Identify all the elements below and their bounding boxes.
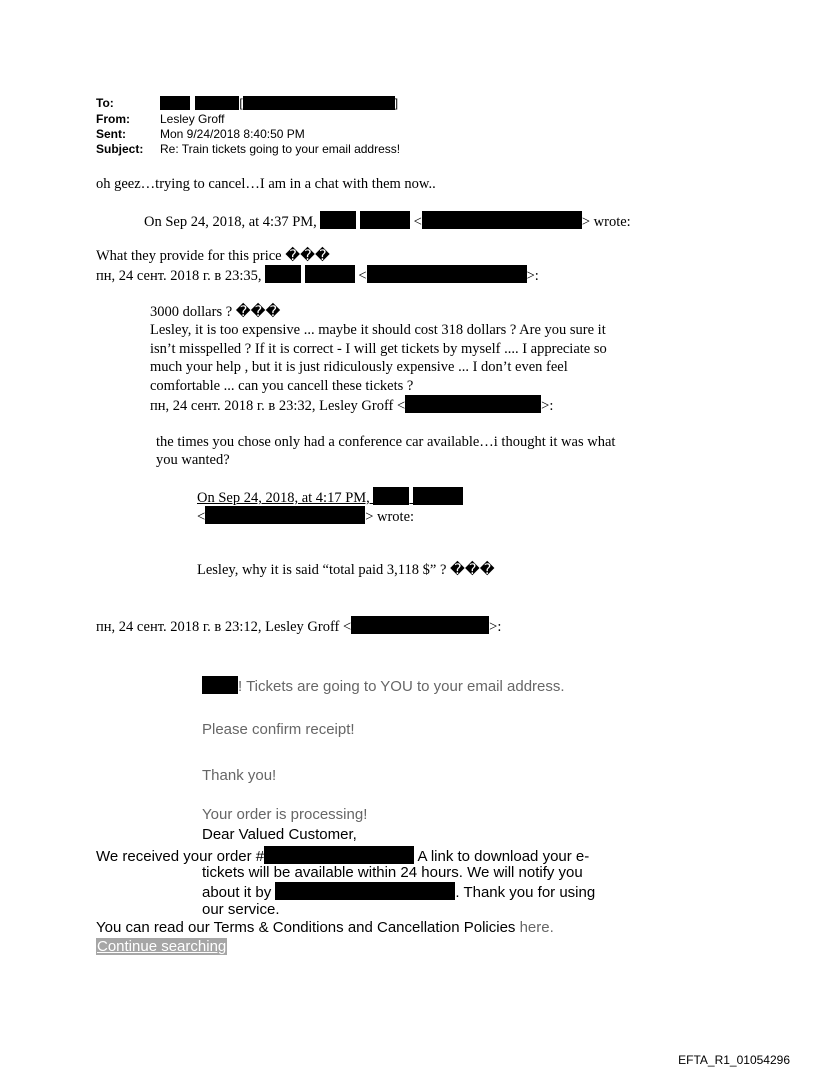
redacted-block — [195, 96, 239, 110]
quote-header-2 — [197, 487, 463, 507]
terms-here-link[interactable]: here — [519, 919, 550, 936]
order-processing: Your order is processing! — [202, 806, 368, 823]
terms-prefix: You can read our Terms & Conditions and Cancellation Policies — [96, 919, 520, 936]
redacted-block — [422, 211, 582, 229]
redacted-block — [320, 211, 356, 229]
redacted-block — [265, 265, 301, 283]
redacted-block — [305, 265, 355, 283]
redacted-block — [160, 96, 190, 110]
quote-header-1 — [144, 211, 631, 231]
redacted-block — [202, 676, 238, 694]
quote1-suffix: > wrote: — [581, 214, 631, 230]
about-prefix: about it by — [202, 884, 272, 901]
ru-line-3 — [96, 616, 501, 636]
from-value: Lesley Groff — [160, 112, 225, 126]
from-label: From: — [96, 112, 130, 126]
document-id: EFTA_R1_01054296 — [678, 1053, 790, 1067]
body-line-price: What they provide for this price ��� — [96, 248, 330, 264]
to-bracket-open: [ — [239, 96, 243, 110]
redacted-block — [413, 487, 463, 505]
quote1-prefix: On Sep 24, 2018, at 4:37 PM, — [144, 214, 317, 230]
continue-searching-link[interactable]: Continue searching — [97, 938, 227, 955]
quote2-lt: < — [197, 509, 206, 525]
total-paid-line: Lesley, why it is said “total paid 3,118 $” ? ��� — [197, 562, 495, 578]
para-line-2: Lesley, it is too expensive ... maybe it should cost 318 dollars ? Are you sure it — [150, 322, 606, 338]
ru2-suffix: >: — [541, 398, 554, 414]
availability-line: tickets will be available within 24 hours. We will notify you — [202, 864, 583, 881]
ru1-prefix: пн, 24 сент. 2018 г. в 23:35, — [96, 268, 262, 284]
about-it-line — [202, 882, 595, 902]
redacted-block — [351, 616, 489, 634]
received-suffix: A link to download your e- — [414, 848, 590, 865]
ru2-prefix: пн, 24 сент. 2018 г. в 23:32, Lesley Groff < — [150, 398, 406, 414]
received-order-line — [96, 846, 589, 866]
ru1-lt: < — [358, 268, 367, 284]
para-line-1: 3000 dollars ? ��� — [150, 304, 281, 320]
continue-searching-row — [96, 938, 227, 956]
terms-line — [96, 919, 554, 937]
to-label: To: — [96, 96, 114, 110]
quote-header-2-cont — [197, 506, 414, 526]
thank-you: Thank you! — [202, 767, 277, 784]
tickets-greeting — [202, 676, 565, 696]
para-line-3: isn’t misspelled ? If it is correct - I will get tickets by myself .... I appreciate so — [150, 341, 607, 357]
redacted-block — [405, 395, 541, 413]
greeting-suffix: ! Tickets are going to YOU to your email address. — [238, 678, 565, 695]
subject-value: Re: Train tickets going to your email address! — [160, 142, 401, 156]
terms-end: . — [549, 919, 554, 936]
conf-line-1: the times you chose only had a conference car available…i thought it was what — [156, 434, 616, 450]
about-suffix: . Thank you for using — [455, 884, 596, 901]
sent-label: Sent: — [96, 127, 126, 141]
ru3-prefix: пн, 24 сент. 2018 г. в 23:12, Lesley Groff < — [96, 619, 352, 635]
redacted-block — [243, 96, 395, 110]
to-value — [160, 96, 398, 110]
quote1-lt: < — [413, 214, 422, 230]
redacted-block — [275, 882, 455, 900]
subject-label: Subject: — [96, 142, 144, 156]
confirm-receipt: Please confirm receipt! — [202, 721, 355, 738]
redacted-block — [205, 506, 365, 524]
para-line-5: comfortable ... can you cancell these tickets ? — [150, 378, 414, 394]
body-line-geez: oh geez…trying to cancel…I am in a chat with them now.. — [96, 176, 436, 192]
our-service-line: our service. — [202, 901, 280, 918]
para-line-4: much your help , but it is just ridiculously expensive ... I don’t even feel — [150, 359, 568, 375]
ru-line-1 — [96, 265, 539, 285]
redacted-block — [373, 487, 409, 505]
dear-customer: Dear Valued Customer, — [202, 826, 357, 843]
quote2-prefix: On Sep 24, 2018, at 4:17 PM, — [197, 490, 370, 506]
ru-line-2 — [150, 395, 553, 415]
sent-value: Mon 9/24/2018 8:40:50 PM — [160, 127, 305, 141]
redacted-block — [367, 265, 527, 283]
to-bracket-close: ] — [394, 96, 399, 110]
ru1-suffix: >: — [526, 268, 539, 284]
conf-line-2: you wanted? — [156, 452, 230, 468]
redacted-block — [360, 211, 410, 229]
quote2-suffix: > wrote: — [365, 509, 415, 525]
ru3-suffix: >: — [489, 619, 502, 635]
redacted-block — [264, 846, 414, 864]
received-prefix: We received your order # — [96, 848, 265, 865]
